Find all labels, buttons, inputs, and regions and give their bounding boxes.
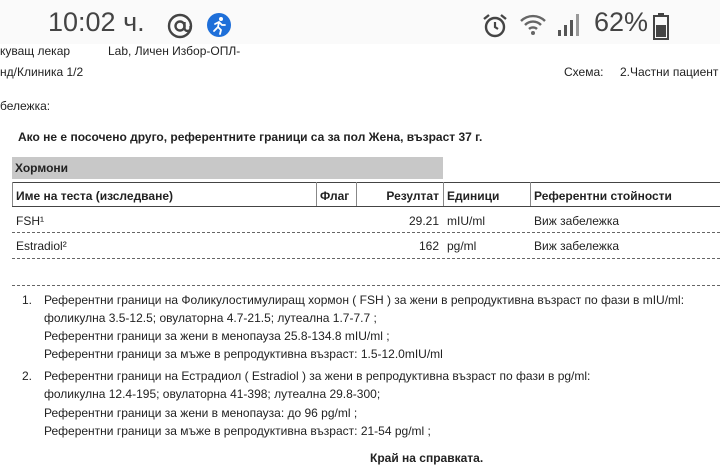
note-number: 2. — [22, 369, 33, 383]
at-sign-icon — [166, 12, 194, 45]
test-name: FSH¹ — [16, 214, 44, 228]
section-title: Хормони — [15, 161, 69, 175]
referring-doctor-label: куващ лекар — [0, 44, 71, 58]
schema-label: Схема: — [564, 65, 604, 79]
result: 29.21 — [408, 214, 439, 228]
alarm-icon — [481, 12, 509, 45]
note-line: Референтни граници за мъже в репродуктивна възраст: 21-54 pg/ml ; — [44, 424, 431, 438]
clock: 10:02 ч. — [48, 7, 145, 37]
unit: mIU/ml — [447, 214, 485, 228]
wifi-icon — [518, 12, 548, 43]
col-divider — [530, 182, 531, 206]
signal-icon — [556, 12, 582, 43]
note-line: фоликулна 3.5-12.5; овулаторна 4.7-21.5; лутеална 1.7-7.7 ; — [44, 311, 377, 325]
col-header-units: Единици — [447, 189, 500, 203]
col-header-test-name: Име на теста (изследване) — [16, 189, 173, 203]
col-divider — [356, 182, 357, 206]
col-header-reference: Референтни стойности — [534, 189, 672, 203]
result: 162 — [418, 239, 439, 253]
note-line: фоликулна 12.4-195; овулаторна 41-398; лутеална 29.8-300; — [44, 387, 381, 401]
note-line: Референтни граници за мъже в репродуктивна възраст: 1.5-12.0mIU/ml — [44, 347, 443, 361]
col-divider — [316, 182, 317, 206]
section-header — [12, 157, 443, 179]
col-header-flag: Флаг — [320, 189, 350, 203]
note-number: 1. — [22, 293, 33, 307]
note-line: Референтни граници на Фоликулостимулиращ хормон ( FSH ) за жени в репродуктивна възраст по фази в mIU/ml: — [44, 293, 685, 307]
notes-top-divider — [12, 285, 720, 286]
report-end: Край на справката. — [370, 451, 484, 465]
clinic-label: нд/Клиника 1/2 — [0, 65, 84, 79]
schema-value: 2.Частни пациент — [620, 65, 719, 79]
row-divider — [12, 258, 720, 259]
note-line: Референтни граници на Естрадиол ( Estradiol ) за жени в репродуктивна възраст по фази в pg/ml: — [44, 369, 591, 383]
note-line: Референтни граници за жени в менопауза 25.8-134.8 mIU/ml ; — [44, 329, 390, 343]
col-divider — [12, 182, 13, 206]
col-header-result: Резултат — [386, 189, 439, 203]
test-name: Estradiol² — [16, 239, 67, 253]
note-line: Референтни граници за жени в менопауза: до 96 pg/ml ; — [44, 406, 358, 420]
col-divider — [443, 182, 444, 206]
lab-name: Lab, Личен Избор-ОПЛ- — [108, 44, 241, 58]
table-header-border — [12, 206, 720, 207]
row-divider — [12, 232, 720, 233]
reference: Виж забележка — [534, 214, 620, 228]
note-label: бележка: — [0, 99, 51, 113]
reference-notice: Ако не е посочено друго, референтните граници са за пол Жена, възраст 37 г. — [18, 130, 483, 144]
table-top-border — [12, 182, 720, 183]
unit: pg/ml — [447, 239, 477, 253]
lab-report-document — [0, 44, 720, 472]
battery-percent: 62% — [594, 7, 649, 37]
status-bar — [0, 0, 720, 50]
battery-icon — [653, 12, 669, 45]
running-app-icon — [206, 12, 232, 43]
reference: Виж забележка — [534, 239, 620, 253]
